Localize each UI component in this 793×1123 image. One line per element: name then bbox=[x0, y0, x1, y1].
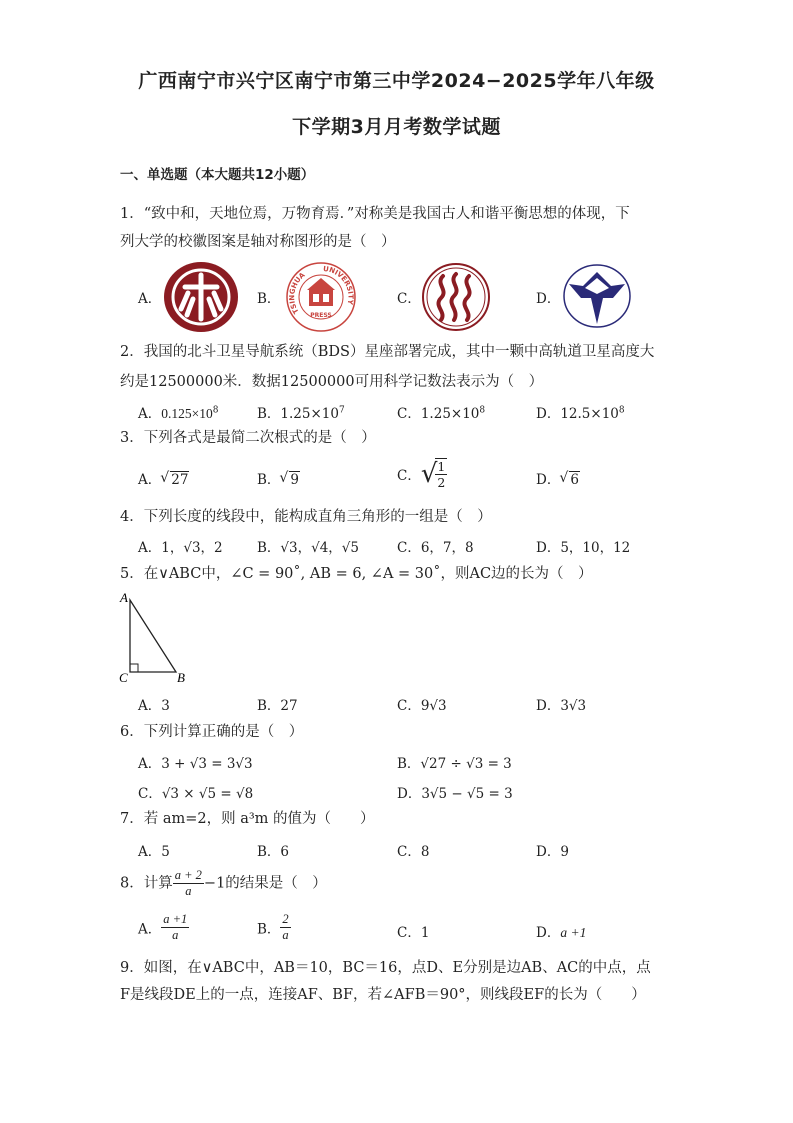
q6-option-c: C．√3 × √5 = √8 bbox=[138, 786, 254, 802]
q2-option-d: D．$12.5\times 10^8$ bbox=[536, 405, 625, 422]
q8-option-a: A． $\frac{a +1}{a}$ bbox=[138, 912, 188, 942]
eagle-university-logo bbox=[563, 264, 631, 328]
waves-university-logo bbox=[421, 262, 491, 332]
q4-option-d: D．5，10，12 bbox=[536, 540, 631, 556]
q8-option-c: C．1 bbox=[397, 925, 430, 941]
question-1-line1: 1．“致中和，天地位焉，万物育焉．”对称美是我国古人和谐平衡思想的体现，下 bbox=[120, 206, 630, 222]
q7-option-c: C．8 bbox=[397, 844, 430, 860]
q1-option-a-label: A． bbox=[138, 291, 162, 307]
tsinghua-press-logo bbox=[283, 262, 359, 332]
question-6-stem: 6．下列计算正确的是（ ） bbox=[120, 724, 304, 740]
section-heading: 一、单选题（本大题共12小题） bbox=[120, 167, 315, 183]
question-8-stem: 8．计算 $\frac{a + 2}{a}$ −1的结果是（ ） bbox=[120, 868, 327, 898]
peking-university-logo bbox=[163, 261, 239, 333]
document-title-line1: 广西南宁市兴宁区南宁市第三中学2024−2025学年八年级 bbox=[138, 70, 655, 92]
vertex-c-label: C bbox=[119, 670, 128, 685]
question-9-line2: F是线段DE上的一点，连接AF、BF，若∠AFB＝90°，则线段EF的长为（ ） bbox=[120, 987, 646, 1003]
q4-option-c: C．6，7，8 bbox=[397, 540, 474, 556]
tsinghua-arc-text: TSINGHUA bbox=[288, 271, 307, 316]
q3-option-c: C． √ $\frac{1}{2}$ bbox=[397, 459, 446, 490]
question-1-line2: 列大学的校徽图案是轴对称图形的是（ ） bbox=[120, 234, 396, 250]
q8-option-b: B． $\frac{2}{a}$ bbox=[257, 912, 289, 942]
q8-option-d: D．a +1 bbox=[536, 925, 587, 941]
question-4-stem: 4．下列长度的线段中，能构成直角三角形的一组是（ ） bbox=[120, 509, 492, 525]
question-2-line2: 约是12500000米．数据12500000可用科学记数法表示为（ ） bbox=[120, 374, 544, 390]
q1-option-b-label: B． bbox=[257, 291, 281, 307]
q3-option-b: B．√ 9 bbox=[257, 468, 300, 488]
university-arc-text: UNIVERSITY bbox=[322, 264, 355, 306]
q5-option-b: B．27 bbox=[257, 698, 298, 714]
q3-option-d: D．√ 6 bbox=[536, 468, 580, 488]
q2-option-a: A．$0.125\times 10^8$ bbox=[138, 405, 219, 422]
q5-option-c: C．9√3 bbox=[397, 698, 447, 714]
q6-option-a: A．3 + √3 = 3√3 bbox=[138, 756, 253, 772]
q5-option-a: A．3 bbox=[138, 698, 170, 714]
q1-option-c-label: C． bbox=[397, 291, 421, 307]
vertex-b-label: B bbox=[177, 670, 185, 685]
q7-option-d: D．9 bbox=[536, 844, 569, 860]
question-2-line1: 2．我国的北斗卫星导航系统（BDS）星座部署完成，其中一颗中高轨道卫星高度大 bbox=[120, 344, 655, 360]
vertex-a-label: A bbox=[120, 590, 128, 605]
question-7-stem: 7．若 am=2，则 a³m 的值为（ ） bbox=[120, 811, 375, 827]
q6-option-b: B．√27 ÷ √3 = 3 bbox=[397, 756, 512, 772]
q7-option-b: B．6 bbox=[257, 844, 290, 860]
question-5-stem: 5．在∨ABC中，∠C = 90˚, AB = 6, ∠A = 30˚，则AC边的长为（ ） bbox=[120, 566, 593, 582]
q2-option-c: C．$1.25\times 10^8$ bbox=[397, 405, 486, 422]
q3-option-a: A．√ 27 bbox=[138, 468, 189, 488]
q4-option-b: B．√3，√4，√5 bbox=[257, 540, 359, 556]
question-3-stem: 3．下列各式是最简二次根式的是（ ） bbox=[120, 430, 376, 446]
press-text: PRESS bbox=[310, 312, 332, 319]
document-title-line2: 下学期3月月考数学试题 bbox=[292, 116, 501, 138]
q5-option-d: D．3√3 bbox=[536, 698, 587, 714]
question-9-line1: 9．如图，在∨ABC中，AB＝10，BC＝16，点D、E分别是边AB、AC的中点，点 bbox=[120, 960, 651, 976]
q1-option-d-label: D． bbox=[536, 291, 561, 307]
q6-option-d: D．3√5 − √5 = 3 bbox=[397, 786, 513, 802]
q2-option-b: B．$1.25\times 10^7$ bbox=[257, 405, 345, 422]
right-triangle-figure bbox=[116, 588, 196, 688]
q4-option-a: A．1，√3，2 bbox=[138, 540, 223, 556]
q7-option-a: A．5 bbox=[138, 844, 170, 860]
